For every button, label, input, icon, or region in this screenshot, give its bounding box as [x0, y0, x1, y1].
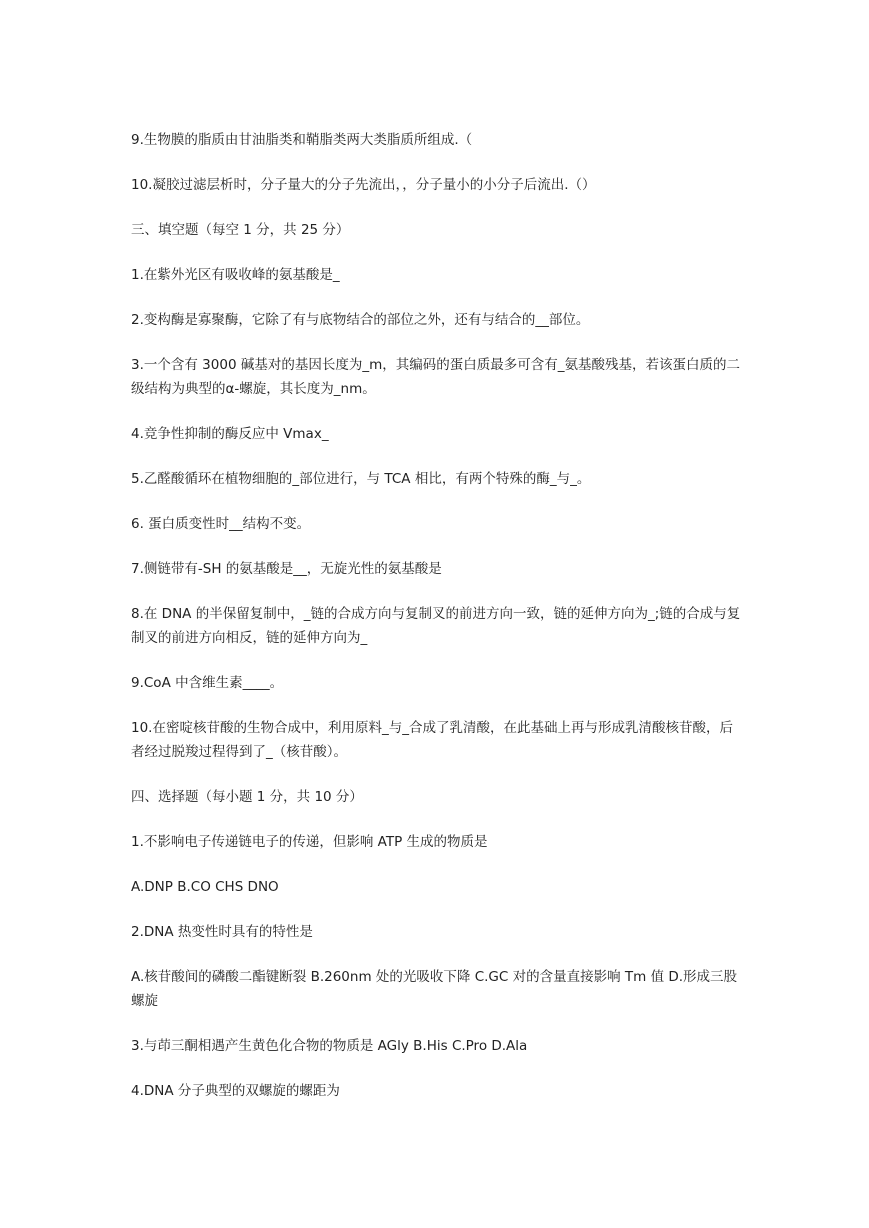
choice-question-3: 3.与茚三酮相遇产生黄色化合物的物质是 AGly B.His C.Pro D.Ala: [131, 1038, 528, 1054]
fill-in-item-3: 3.一个含有 3000 碱基对的基因长度为_m，其编码的蛋白质最多可含有_氨基酸残基，若该蛋白质的二级结构为典型的α-螺旋，其长度为_nm。: [131, 357, 740, 397]
fill-in-item-5: 5.乙醛酸循环在植物细胞的_部位进行，与 TCA 相比，有两个特殊的酶_与_。: [131, 471, 591, 487]
section-heading-multiple-choice: 四、选择题（每小题 1 分，共 10 分）: [131, 789, 363, 805]
fill-in-item-10: 10.在密啶核苷酸的生物合成中，利用原料_与_合成了乳清酸，在此基础上再与形成乳清酸核苷酸，后者经过脱羧过程得到了_（核苷酸）。: [131, 720, 733, 760]
choice-question-4: 4.DNA 分子典型的双螺旋的螺距为: [131, 1083, 340, 1099]
true-false-item-10: 10.凝胶过滤层析时，分子量大的分子先流出，，分子量小的小分子后流出.（）: [131, 177, 596, 193]
fill-in-item-2: 2.变构酶是寡聚酶，它除了有与底物结合的部位之外，还有与结合的__部位。: [131, 312, 590, 328]
fill-in-item-8: 8.在 DNA 的半保留复制中，_链的合成方向与复制叉的前进方向一致，链的延伸方向为_;链的合成与复制叉的前进方向相反，链的延伸方向为_: [131, 606, 741, 646]
choice-options-1: A.DNP B.CO CHS DNO: [131, 879, 279, 895]
choice-question-1: 1.不影响电子传递链电子的传递，但影响 ATP 生成的物质是: [131, 834, 488, 850]
fill-in-item-4: 4.竞争性抑制的酶反应中 Vmax_: [131, 426, 329, 442]
document-body: [131, 128, 743, 1124]
choice-question-2: 2.DNA 热变性时具有的特性是: [131, 924, 313, 940]
fill-in-item-1: 1.在紫外光区有吸收峰的氨基酸是_: [131, 267, 340, 283]
fill-in-item-9: 9.CoA 中含维生素____。: [131, 675, 284, 691]
section-heading-fill-in: 三、填空题（每空 1 分，共 25 分）: [131, 222, 350, 238]
fill-in-item-7: 7.侧链带有-SH 的氨基酸是__，无旋光性的氨基酸是: [131, 561, 442, 577]
fill-in-item-6: 6. 蛋白质变性时__结构不变。: [131, 516, 311, 532]
true-false-item-9: 9.生物膜的脂质由甘油脂类和鞘脂类两大类脂质所组成.（: [131, 132, 473, 148]
choice-options-2: A.核苷酸间的磷酸二酯键断裂 B.260nm 处的光吸收下降 C.GC 对的含量直接影响 Tm 值 D.形成三股螺旋: [131, 969, 738, 1009]
